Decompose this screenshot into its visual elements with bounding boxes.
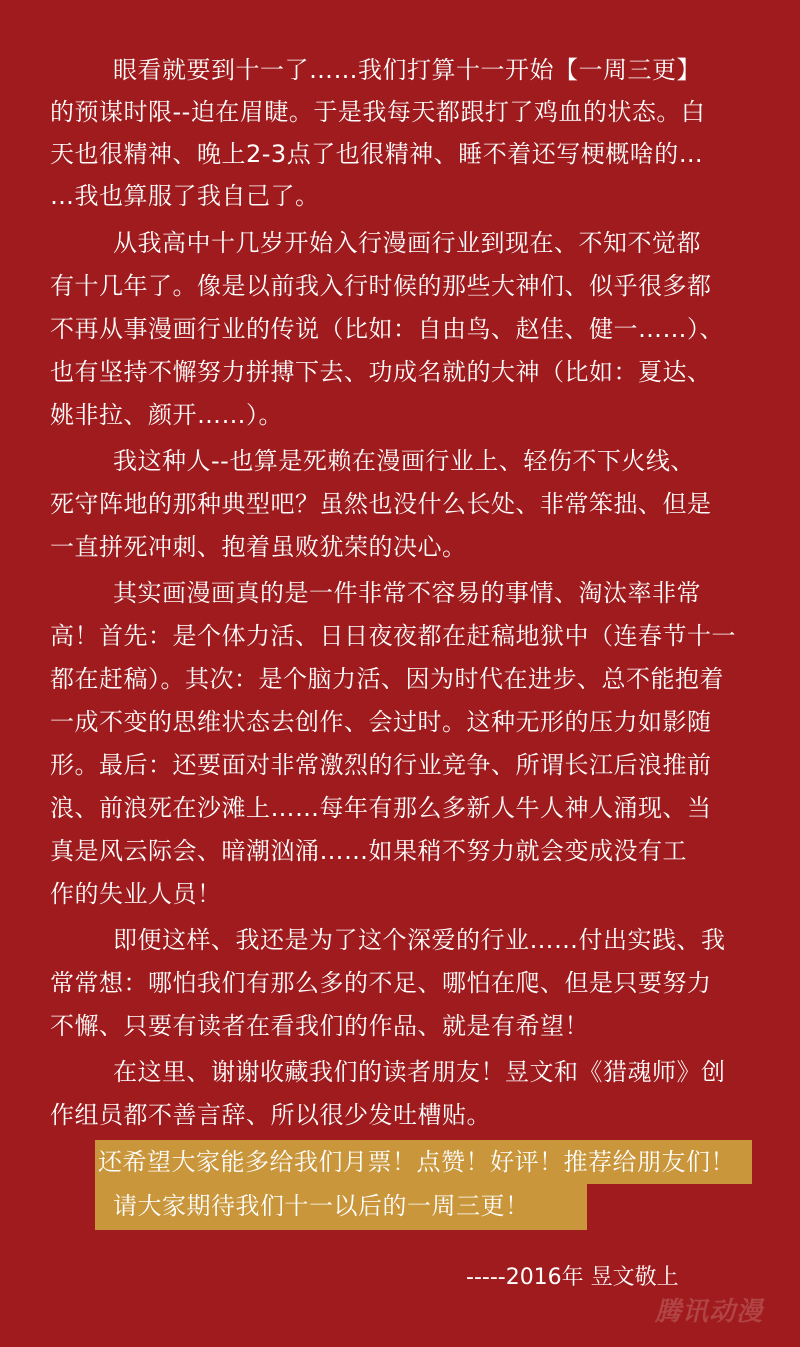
highlight-line-1: 还希望大家能多给我们月票！点赞！好评！推荐给朋友们！ [98, 1148, 735, 1176]
watermark-logo: 腾讯动漫 [655, 1297, 764, 1327]
paragraph-4-line-7: 真是风云际会、暗潮汹涌……如果稍不努力就会变成没有工 [50, 837, 687, 865]
paragraph-3-line-2: 死守阵地的那种典型吧？虽然也没什么长处、非常笨拙、但是 [50, 490, 712, 518]
paragraph-3-line-1: 我这种人--也算是死赖在漫画行业上、轻伤不下火线、 [113, 447, 695, 475]
signature: -----2016年 昱文敬上 [466, 1265, 679, 1290]
paragraph-2-line-2: 有十几年了。像是以前我入行时候的那些大神们、似乎很多都 [50, 272, 712, 300]
paragraph-2-line-5: 姚非拉、颜开……）。 [50, 401, 283, 429]
paragraph-1-line-4: …我也算服了我自己了。 [50, 182, 320, 210]
paragraph-4-line-8: 作的失业人员！ [50, 880, 222, 908]
paragraph-1-line-2: 的预谋时限--迫在眉睫。于是我每天都跟打了鸡血的状态。白 [50, 98, 706, 126]
paragraph-5-line-3: 不懈、只要有读者在看我们的作品、就是有希望！ [50, 1012, 589, 1040]
paragraph-4-line-2: 高！首先：是个体力活、日日夜夜都在赶稿地狱中（连春节十一 [50, 622, 736, 650]
highlight-line-2: 请大家期待我们十一以后的一周三更！ [113, 1192, 530, 1220]
paragraph-5-line-1: 即便这样、我还是为了这个深爱的行业……付出实践、我 [113, 926, 726, 954]
paragraph-1-line-3: 天也很精神、晚上2-3点了也很精神、睡不着还写梗概啥的… [50, 140, 704, 168]
paragraph-4-line-1: 其实画漫画真的是一件非常不容易的事情、淘汰率非常 [113, 579, 701, 607]
paragraph-4-line-4: 一成不变的思维状态去创作、会过时。这种无形的压力如影随 [50, 708, 712, 736]
paragraph-4-line-6: 浪、前浪死在沙滩上……每年有那么多新人牛人神人涌现、当 [50, 794, 712, 822]
paragraph-4-line-3: 都在赶稿）。其次：是个脑力活、因为时代在进步、总不能抱着 [50, 665, 724, 693]
paragraph-6-line-1: 在这里、谢谢收藏我们的读者朋友！昱文和《猎魂师》创 [113, 1058, 726, 1086]
paragraph-3-line-3: 一直拼死冲刺、抱着虽败犹荣的决心。 [50, 533, 467, 561]
paragraph-4-line-5: 形。最后：还要面对非常激烈的行业竞争、所谓长江后浪推前 [50, 751, 712, 779]
paragraph-2-line-4: 也有坚持不懈努力拼搏下去、功成名就的大神（比如：夏达、 [50, 358, 712, 386]
paragraph-5-line-2: 常常想：哪怕我们有那么多的不足、哪怕在爬、但是只要努力 [50, 969, 712, 997]
paragraph-2-line-1: 从我高中十几岁开始入行漫画行业到现在、不知不觉都 [113, 229, 701, 257]
paragraph-2-line-3: 不再从事漫画行业的传说（比如：自由鸟、赵佳、健一……）、 [50, 315, 724, 343]
paragraph-6-line-2: 作组员都不善言辞、所以很少发吐槽贴。 [50, 1101, 491, 1129]
paragraph-1-line-1: 眼看就要到十一了……我们打算十一开始【一周三更】 [113, 56, 701, 84]
